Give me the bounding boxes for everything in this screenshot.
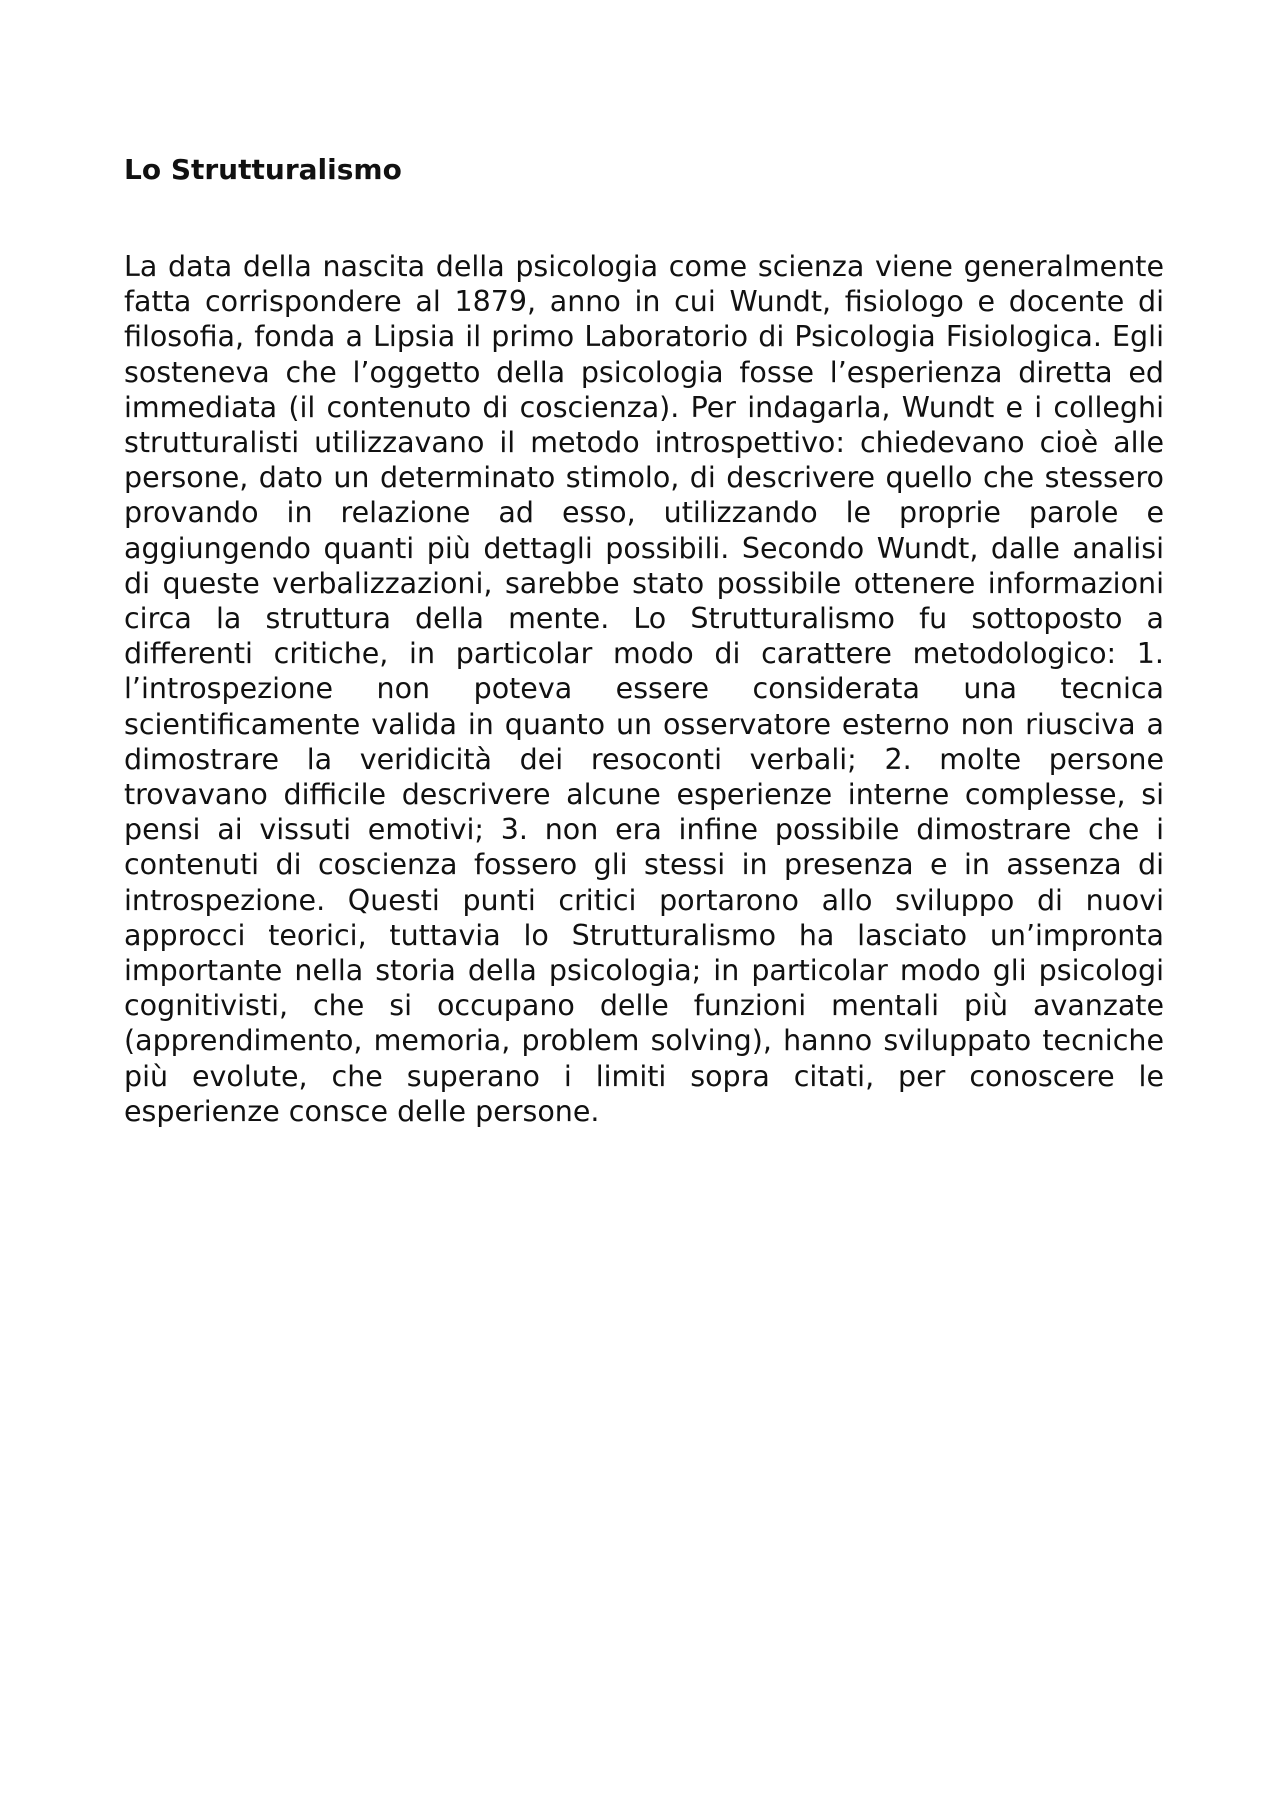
page-title: Lo Strutturalismo: [124, 153, 402, 186]
body-paragraph: La data della nascita della psicologia come scienza viene generalmente fatta corrispondere al 1879, anno in cui Wundt, fisiologo e docente di filosofia, fonda a Lipsia il primo Laboratorio di Psicologia Fisiologica. Egli sosteneva che l’oggetto della psicologia fosse l’esperienza diretta ed immediata (il contenuto di coscienza). Per indagarla, Wundt e i colleghi strutturalisti utilizzavano il metodo introspettivo: chiedevano cioè alle persone, dato un determinato stimolo, di descrivere quello che stessero provando in relazione ad esso, utilizzando le proprie parole e aggiungendo quanti più dettagli possibili. Secondo Wundt, dalle analisi di queste verbalizzazioni, sarebbe stato possibile ottenere informazioni circa la struttura della mente. Lo Strutturalismo fu sottoposto a differenti critiche, in particolar modo di carattere metodologico: 1. l’introspezione non poteva essere considerata una tecnica scientificamente valida in quanto un osservatore esterno non riusciva a dimostrare la veridicità dei resoconti verbali; 2. molte persone trovavano difficile descrivere alcune esperienze interne complesse, si pensi ai vissuti emotivi; 3. non era infine possibile dimostrare che i contenuti di coscienza fossero gli stessi in presenza e in assenza di introspezione. Questi punti critici portarono allo sviluppo di nuovi approcci teorici, tuttavia lo Strutturalismo ha lasciato un’impronta importante nella storia della psicologia; in particolar modo gli psicologi cognitivisti, che si occupano delle funzioni mentali più avanzate (apprendimento, memoria, problem solving), hanno sviluppato tecniche più evolute, che superano i limiti sopra citati, per conoscere le esperienze consce delle persone.: [124, 250, 1164, 1128]
